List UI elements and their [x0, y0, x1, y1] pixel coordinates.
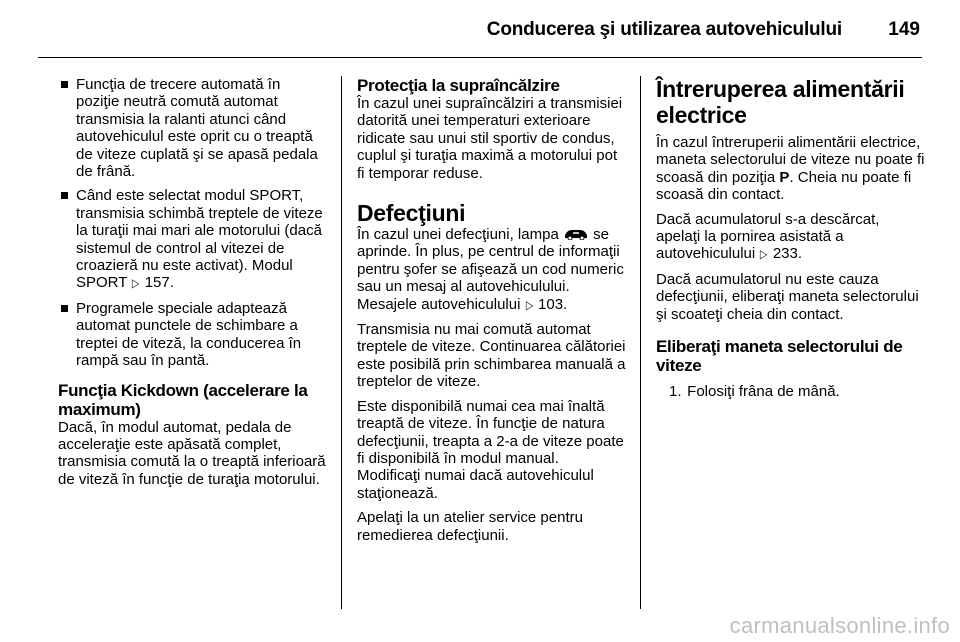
power-paragraph-3: Dacă acumulatorul nu este cauza defecţiunii, eliberaţi maneta selectorului şi scoateţi cheia din contact. [656, 270, 919, 323]
page-ref[interactable]: 233. [772, 245, 803, 263]
gear-position-p: P [779, 168, 790, 186]
page-ref[interactable]: 157. [144, 274, 174, 292]
faults-paragraph-1: În cazul unei defecţiuni, lampa se aprinde. În plus, pe centrul de informaţii pentru şofer se afişează un cod numeric sau un mesaj al autovehiculului. Mesajele autovehiculului ▷ 103. [357, 226, 624, 313]
release-selector-heading: Eliberaţi maneta selectorului de viteze [656, 337, 903, 376]
bullet-square-icon [61, 305, 68, 312]
bullet-item: Când este selectat modul SPORT, transmisia schimbă treptele de viteze la turaţii mai mari ale motorului (dacă sistemul de control al vitezei de croazieră nu este activat). Modul SPORT ▷ 157. [58, 187, 326, 292]
bullet-item: Programele speciale adaptează automat punctele de schimbare a treptei de viteză, la conducerea în rampă sau în pantă. [58, 300, 326, 370]
faults-paragraph-4: Apelaţi la un atelier service pentru remedierea defecţiunii. [357, 509, 583, 544]
steps-list [656, 383, 926, 400]
page-header [0, 0, 960, 56]
kickdown-heading: Funcţia Kickdown (accelerare la maximum) [58, 380, 308, 419]
column-3 [656, 76, 926, 400]
list-item: 1. Folosiţi frâna de mână. [669, 383, 840, 401]
page-number: 149 [888, 19, 920, 40]
faults-paragraph-3: Este disponibilă numai cea mai înaltă treaptă de viteze. În funcţie de natura defecţiunii, treapta a 2-a de viteze poate fi disponibilă în modul manual. Modificaţi numai dacă autovehiculul staţionează. [357, 397, 624, 502]
kickdown-text: Dacă, în modul automat, pedala de acceleraţie este apăsată complet, transmisia comută la o treaptă inferioară de viteză în funcţie de turaţia motorului. [58, 418, 326, 488]
car-wrench-icon [563, 228, 589, 240]
column-2 [357, 76, 626, 551]
faults-heading: Defecţiuni [357, 200, 466, 227]
power-interruption-heading: Întreruperea alimentării electrice [656, 76, 905, 128]
page-ref-arrow-icon: ▷ [525, 297, 533, 312]
column-divider-2 [640, 76, 641, 609]
page-ref-arrow-icon: ▷ [132, 276, 140, 291]
page-ref-arrow-icon: ▷ [760, 247, 768, 262]
bullet-item: Funcţia de trecere automată în poziţie neutră comută automat transmisia la ralanti atunci când autovehiculul este oprit cu o treaptă de viteze cuplată şi se apasă pedala de frână. [58, 76, 326, 180]
bullet-square-icon [61, 192, 68, 199]
column-divider-1 [341, 76, 342, 609]
column-1 [58, 76, 326, 495]
power-paragraph-1: În cazul întreruperii alimentării electrice, maneta selectorului de viteze nu poate fi scoasă din poziţia P. Cheia nu poate fi scoasă din contact. [656, 134, 925, 204]
overheat-text: În cazul unei supraîncălziri a transmisiei datorită unei temperaturi exterioare ridicate sau unui stil sportiv de condus, cuplul şi turaţia maximă a motorului pot fi temporar reduse. [357, 95, 623, 182]
overheat-heading: Protecţia la supraîncălzire [357, 76, 560, 95]
header-divider [38, 57, 922, 58]
page-title: Conducerea şi utilizarea autovehiculului [486, 19, 842, 40]
bullet-list [58, 76, 326, 370]
bullet-square-icon [61, 81, 68, 88]
faults-paragraph-2: Transmisia nu mai comută automat treptele de viteze. Continuarea călătoriei este posibilă prin schimbarea manuală a treptelor de viteze. [357, 321, 626, 391]
page-ref[interactable]: 103. [538, 295, 568, 313]
watermark: carmanualsonline.info [729, 613, 950, 638]
power-paragraph-2: Dacă acumulatorul s-a descărcat, apelaţi la pornirea asistată a autovehiculului ▷ 233. [656, 210, 880, 263]
